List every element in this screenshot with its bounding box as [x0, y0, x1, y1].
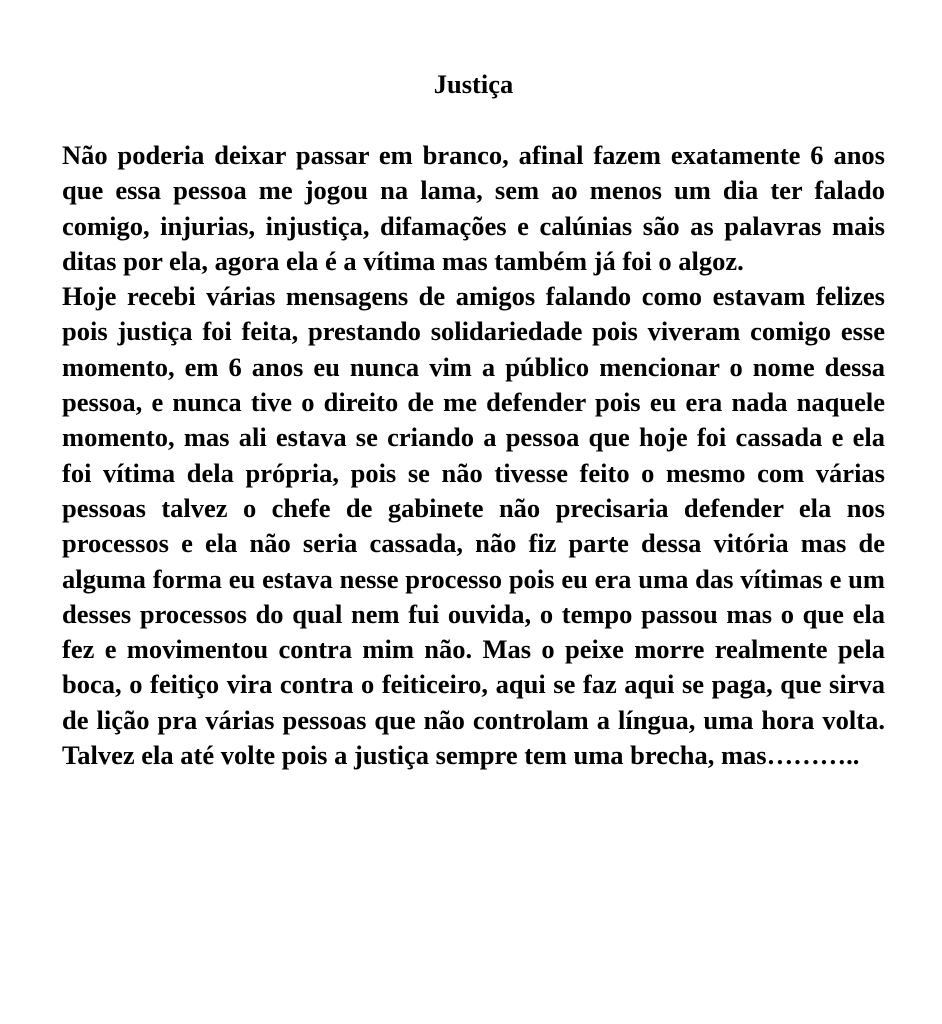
document-title: Justiça [433, 69, 514, 99]
paragraph-1: Não poderia deixar passar em branco, afinal fazem exatamente 6 anos que essa pessoa me jogou na lama, sem ao menos um dia ter falado comigo, injurias, injustiça, difamações e calúnias são as palavras mais ditas por ela, agora ela é a vítima mas também já foi o algoz. [62, 140, 885, 276]
paragraph-2: Hoje recebi várias mensagens de amigos falando como estavam felizes pois justiça foi feita, prestando solidariedade pois viveram comigo esse momento, em 6 anos eu nunca vim a público mencionar o nome dessa pessoa, e nunca tive o direito de me defender pois eu era nada naquele momento, mas ali estava se criando a pessoa que hoje foi cassada e ela foi vítima dela própria, pois se não tivesse feito o mesmo com várias pessoas talvez o chefe de gabinete não precisaria defender ela nos processos e ela não seria cassada, não fiz parte dessa vitória mas de alguma forma eu estava nesse processo pois eu era uma das vítimas e um desses processos do qual nem fui ouvida, o tempo passou mas o que ela fez e movimentou contra mim não. Mas o peixe morre realmente pela boca, o feitiço vira contra o feiticeiro, aqui se faz aqui se paga, que sirva de lição pra várias pessoas que não controlam a língua, uma hora volta. Talvez ela até volte pois a justiça sempre tem uma brecha, mas……….. [62, 281, 885, 771]
